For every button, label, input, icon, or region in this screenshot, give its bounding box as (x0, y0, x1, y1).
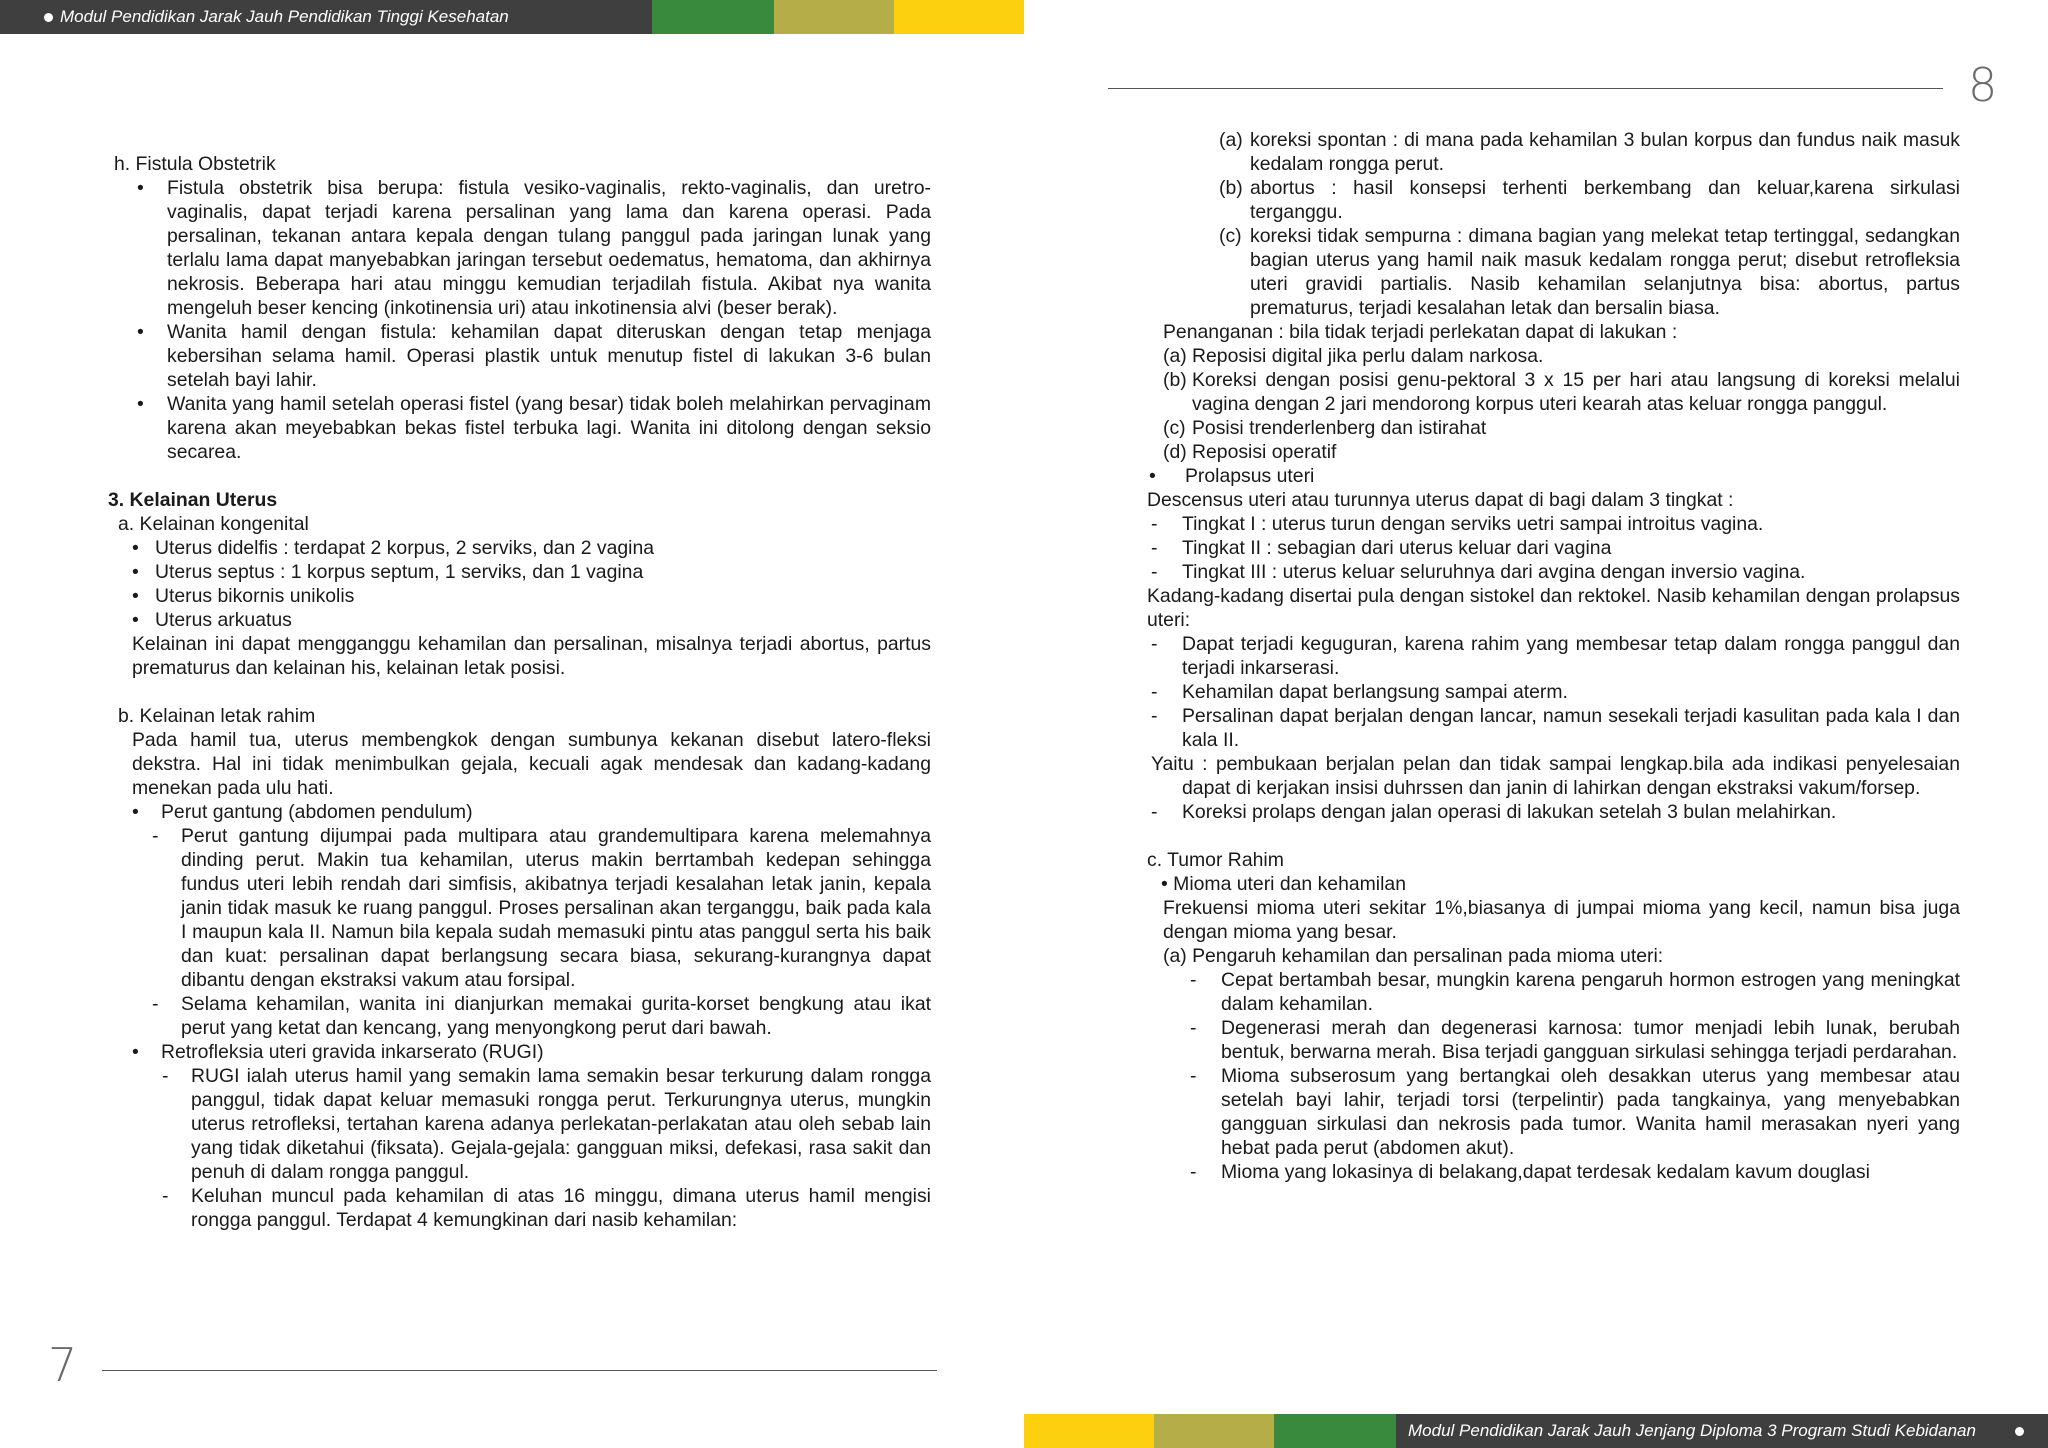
page-number-right: 8 (1968, 58, 1998, 112)
section-b-title: b. Kelainan letak rahim (118, 705, 316, 727)
list-item: • Retrofleksia uteri gravida inkarserato (RUGI) (132, 1041, 544, 1063)
list-item: - Tingkat II : sebagian dari uterus keluar dari vagina (1151, 537, 1612, 559)
frekuensi-paragraph: Frekuensi mioma uteri sekitar 1%,biasanya di jumpai mioma yang kecil, namun bisa juga dengan mioma yang besar. (1163, 897, 1960, 943)
list-item: • Uterus septus : 1 korpus septum, 1 serviks, dan 1 vagina (132, 561, 644, 583)
section-b-paragraph: Pada hamil tua, uterus membengkok dengan sumbunya kekanan disebut latero-fleksi dekstra. Hal ini tidak menimbulkan gejala, kecuali agak mendesak dan kadang-kadang menekan pada ulu hati. (132, 729, 931, 799)
kadang-paragraph: Kadang-kadang disertai pula dengan sistokel dan rektokel. Nasib kehamilan dengan prolapsus uteri: (1147, 585, 1960, 631)
pengaruh-heading: (a) Pengaruh kehamilan dan persalinan pada mioma uteri: (1163, 945, 1664, 967)
list-item: • Uterus arkuatus (132, 609, 292, 631)
list-item: (b) abortus : hasil konsepsi terhenti berkembang dan keluar,karena sirkulasi terganggu. (1219, 177, 1960, 223)
section-a-title: a. Kelainan kongenital (118, 513, 309, 535)
list-item: - Keluhan muncul pada kehamilan di atas 16 minggu, dimana uterus hamil mengisi rongga panggul. Terdapat 4 kemungkinan dari nasib kehamilan: (162, 1185, 931, 1231)
list-item: - Dapat terjadi keguguran, karena rahim yang membesar tetap dalam rongga panggul dan terjadi inkarserasi. (1151, 633, 1960, 679)
bottom-rule (102, 1370, 937, 1371)
list-item: (c) Posisi trenderlenberg dan istirahat (1163, 417, 1487, 439)
list-item: - Selama kehamilan, wanita ini dianjurkan memakai gurita-korset bengkung atau ikat perut yang ketat dan kencang, yang menyongkong perut dari bawah. (152, 993, 931, 1039)
list-item: (c) koreksi tidak sempurna : dimana bagian yang melekat tetap tertinggal, sedangkan bagian uterus yang hamil naik masuk kedalam rongga perut; disebut retrofleksia uteri gravidi partialis. Nasib kehamilan selanjutnya bisa: abortus, partus prematurus, terjadi kesalahan letak dan bersalin biasa. (1219, 225, 1960, 319)
header-stripe-olive (774, 0, 894, 34)
list-item: - Tingkat I : uterus turun dengan serviks uetri sampai introitus vagina. (1151, 513, 1764, 535)
footer-stripe-yellow (1024, 1414, 1154, 1448)
list-item: - Mioma yang lokasinya di belakang,dapat terdesak kedalam kavum douglasi (1190, 1161, 1870, 1183)
header-bar (0, 0, 1024, 34)
list-item: - Degenerasi merah dan degenerasi karnosa: tumor menjadi lebih lunak, berubah bentuk, berwarna merah. Bisa terjadi gangguan sirkulasi sehingga terjadi perdarahan. (1190, 1017, 1960, 1063)
yaitu-paragraph: Yaitu : pembukaan berjalan pelan dan tidak sampai lengkap.bila ada indikasi penyelesaian dapat di kerjakan insisi duhrssen dan janin di lahirkan dengan ekstraksi vakum/forsep. (1151, 753, 1960, 799)
list-item: - Cepat bertambah besar, mungkin karena pengaruh hormon estrogen yang meningkat dalam kehamilan. (1190, 969, 1960, 1015)
list-item: • Uterus bikornis unikolis (132, 585, 355, 607)
footer-bar (1024, 1414, 2048, 1448)
list-item: • Fistula obstetrik bisa berupa: fistula vesiko-vaginalis, rekto-vaginalis, dan uretro-vaginalis, dapat terjadi karena persalinan yang lama dan karena operasi. Pada persalinan, tekanan antara kepala dengan tulang panggul pada jaringan lunak yang terlalu lama dapat manyebabkan jaringan tersebut oedematus, hematoma, dan akhirnya nekrosis. Beberapa hari atau minggu kemudian terjadilah fistula. Akibat nya wanita mengeluh beser kencing (inkotinensia uri) atau inkotinensia alvi (beser berak). (137, 177, 931, 319)
footer-stripe-olive (1154, 1414, 1274, 1448)
list-item: • Wanita yang hamil setelah operasi fistel (yang besar) tidak boleh melahirkan pervaginam karena akan meyebabkan bekas fistel terbuka lagi. Wanita ini ditolong dengan seksio secarea. (137, 393, 931, 463)
list-item: (a) Reposisi digital jika perlu dalam narkosa. (1163, 345, 1544, 367)
list-item: (d) Reposisi operatif (1163, 441, 1337, 463)
list-item: • Wanita hamil dengan fistula: kehamilan dapat diteruskan dengan tetap menjaga kebersihan selama hamil. Operasi plastik untuk menutup fistel di lakukan 3-6 bulan setelah bayi lahir. (137, 321, 931, 391)
list-item: - RUGI ialah uterus hamil yang semakin lama semakin besar terkurung dalam rongga panggul, tidak dapat keluar memasuki rongga perut. Terkurungnya uterus, mungkin uterus retrofleksi, tertahan karena adanya perlekatan-perlakatan atau oleh sebab lain yang tidak diketahui (fiksata). Gejala-gejala: gangguan miksi, defekasi, rasa sakit dan penuh di dalam rongga panggul. (162, 1065, 931, 1183)
header-stripe-green (652, 0, 774, 34)
list-item: - Mioma subserosum yang bertangkai oleh desakkan uterus yang membesar atau setelah bayi lahir, terjadi torsi (terpelintir) pada tangkainya, yang menyebabkan gangguan sirkulasi dan nekrosis pada tumor. Wanita hamil merasakan nyeri yang hebat pada perut (abdomen akut). (1190, 1065, 1960, 1159)
section-c-title: c. Tumor Rahim (1147, 849, 1284, 871)
list-item: - Tingkat III : uterus keluar seluruhnya dari avgina dengan inversio vagina. (1151, 561, 1806, 583)
right-page-content (1147, 128, 1960, 1184)
footer-stripe-green (1274, 1414, 1396, 1448)
list-item: - Persalinan dapat berjalan dengan lancar, namun sesekali terjadi kasulitan pada kala I dan kala II. (1151, 705, 1960, 751)
descensus-paragraph: Descensus uteri atau turunnya uterus dapat di bagi dalam 3 tingkat : (1147, 489, 1734, 511)
mioma-heading: • Mioma uteri dan kehamilan (1161, 873, 1406, 895)
list-item: - Perut gantung dijumpai pada multipara atau grandemultipara karena melemahnya dinding perut. Makin tua kehamilan, uterus makin berrtambah kedepan sehingga fundus uteri lebih rendah dari simfisis, akibatnya terjadi kesalahan letak janin, kepala janin tidak masuk ke ruang panggul. Proses persalinan akan terganggu, baik pada kala I maupun kala II. Namun bila kepala sudah memasuki pintu atas panggul serta his baik dan kuat: persalinan dapat berlangsung secara biasa, sekurang-kurangnya dapat dibantu dengan ekstraksi vakum atau forsipal. (152, 825, 931, 991)
section-3-title: 3. Kelainan Uterus (108, 489, 278, 511)
list-item: • Uterus didelfis : terdapat 2 korpus, 2 serviks, dan 2 vagina (132, 537, 655, 559)
list-item: - Kehamilan dapat berlangsung sampai aterm. (1151, 681, 1568, 703)
header-title: Modul Pendidikan Jarak Jauh Pendidikan Tinggi Kesehatan (0, 0, 652, 34)
top-rule (1108, 88, 1943, 89)
penanganan-title: Penanganan : bila tidak terjadi perlekatan dapat di lakukan : (1163, 321, 1678, 343)
section-h-title: h. Fistula Obstetrik (114, 153, 276, 175)
header-stripe-yellow (894, 0, 1024, 34)
footer-title: Modul Pendidikan Jarak Jauh Jenjang Diploma 3 Program Studi Kebidanan (1396, 1414, 2048, 1448)
list-item: • Perut gantung (abdomen pendulum) (132, 801, 473, 823)
list-item: - Koreksi prolaps dengan jalan operasi di lakukan setelah 3 bulan melahirkan. (1151, 801, 1837, 823)
list-item: (a) koreksi spontan : di mana pada kehamilan 3 bulan korpus dan fundus naik masuk kedalam rongga perut. (1219, 129, 1960, 175)
page-number-left: 7 (48, 1338, 78, 1392)
list-item: • Prolapsus uteri (1149, 465, 1315, 487)
left-page-content (108, 152, 931, 1232)
list-item: (b) Koreksi dengan posisi genu-pektoral 3 x 15 per hari atau langsung di koreksi melalui vagina dengan 2 jari mendorong korpus uteri kearah atas keluar rongga panggul. (1163, 369, 1960, 415)
section-a-paragraph: Kelainan ini dapat mengganggu kehamilan dan persalinan, misalnya terjadi abortus, partus prematurus dan kelainan his, kelainan letak posisi. (132, 633, 931, 679)
